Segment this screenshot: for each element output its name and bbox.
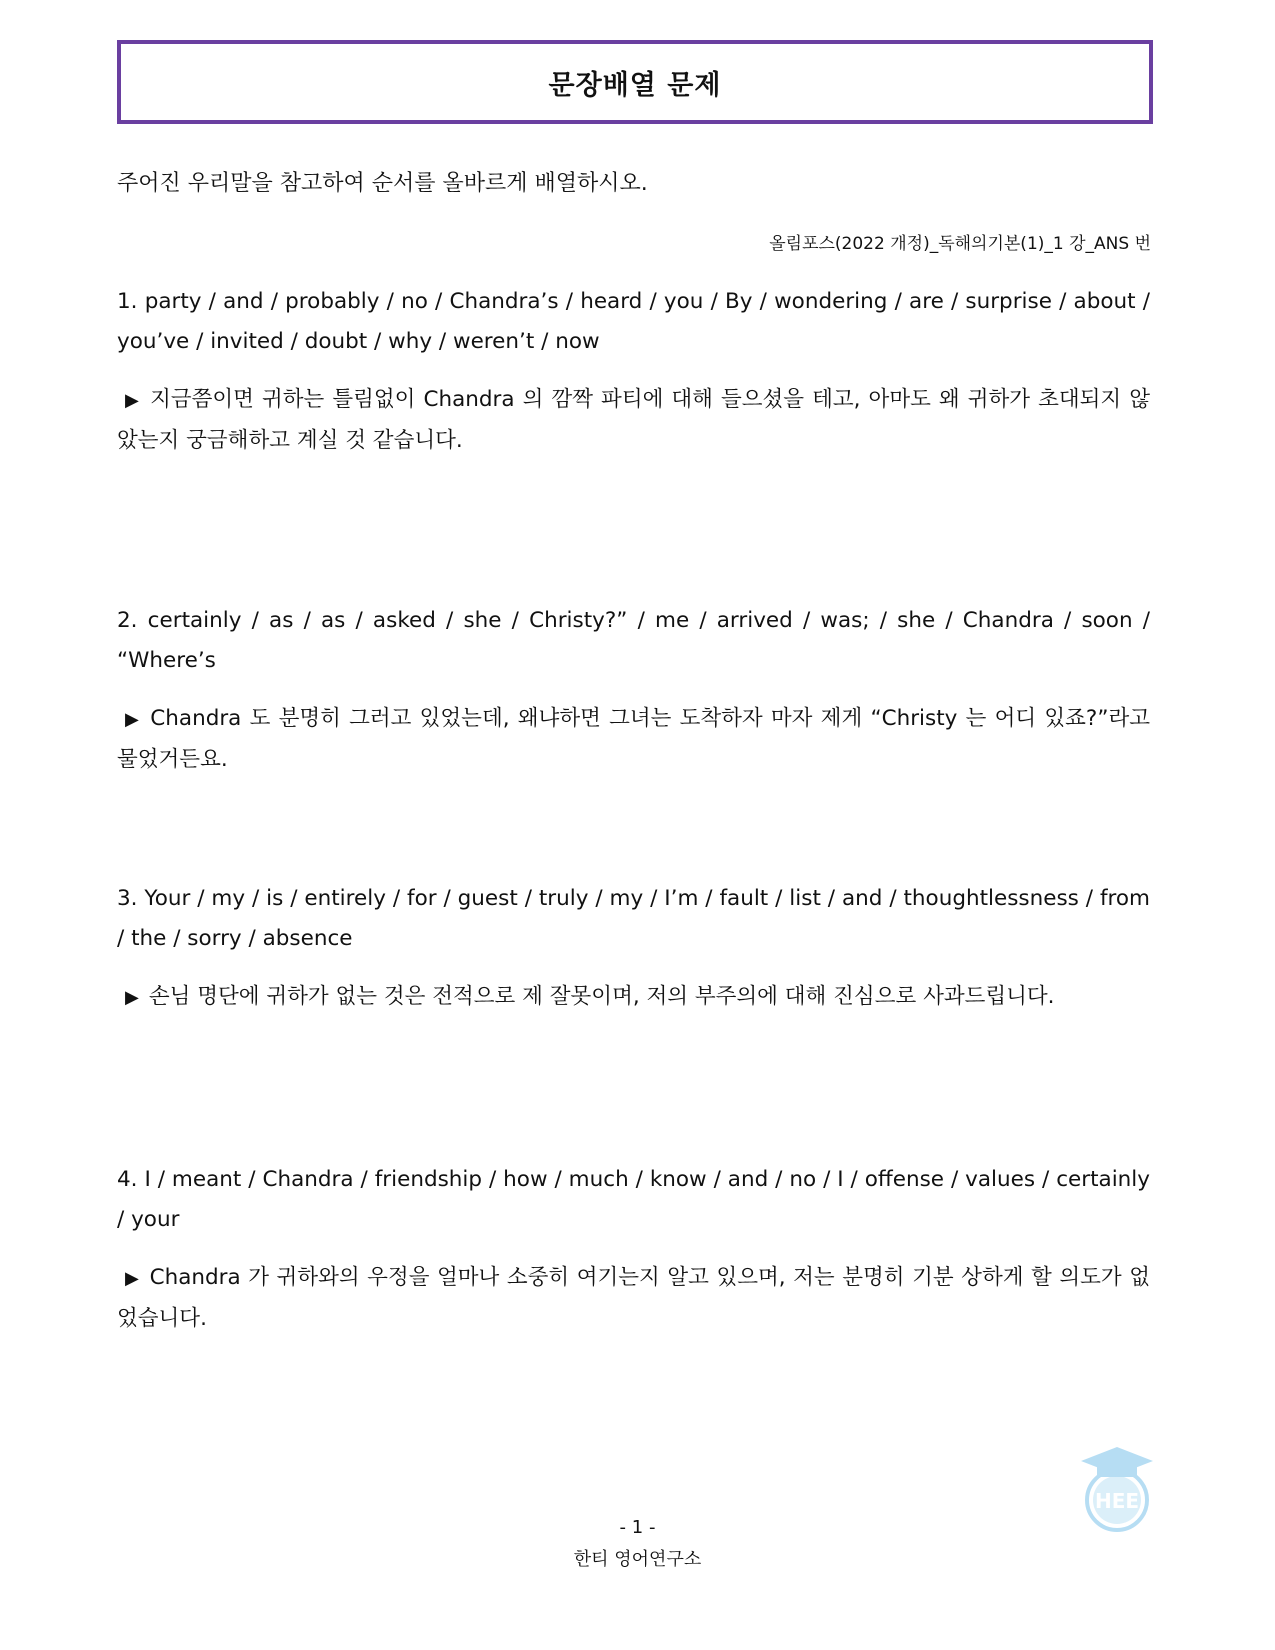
question-4-translation (117, 1258, 1150, 1339)
question-1-korean: 지금쯤이면 귀하는 틀림없이 Chandra 의 깜짝 파티에 대해 들으셨을 테고, 아마도 왜 귀하가 초대되지 않았는지 궁금해하고 계실 것 같습니다. (117, 387, 1151, 453)
footer-organization: 한티 영어연구소 (573, 1549, 702, 1570)
question-3-korean: 손님 명단에 귀하가 없는 것은 전적으로 제 잘못이며, 저의 부주의에 대해 진심으로 사과드립니다. (148, 984, 1055, 1009)
source-reference: 올림포스(2022 개정)_독해의기본(1)_1 강_ANS 번 (769, 234, 1151, 254)
question-4-words: 4. I / meant / Chandra / friendship / how / much / know / and / no / I / offense / values / certainly / your (117, 1167, 1150, 1232)
question-4-korean: Chandra 가 귀하와의 우정을 얼마나 소중히 여기는지 알고 있으며, 저는 분명히 기분 상하게 할 의도가 없었습니다. (117, 1265, 1150, 1331)
question-3-words: 3. Your / my / is / entirely / for / guest / truly / my / I’m / fault / list / and / thoughtlessness / from / the / sorry / absence (117, 886, 1150, 951)
bullet-triangle-icon: ▶ (125, 1268, 140, 1289)
question-2-translation (117, 699, 1150, 780)
bullet-triangle-icon: ▶ (125, 390, 141, 411)
question-3-translation (117, 977, 1150, 1018)
page-number: - 1 - (619, 1517, 656, 1538)
question-2 (117, 601, 1150, 780)
question-4 (117, 1160, 1150, 1339)
question-1 (117, 282, 1150, 461)
question-1-words: 1. party / and / probably / no / Chandra’s / heard / you / By / wondering / are / surprise / about / you’ve / invited / doubt / why / weren’t / now (117, 289, 1150, 354)
question-2-korean: Chandra 도 분명히 그러고 있었는데, 왜냐하면 그녀는 도착하자 마자 제게 “Christy 는 어디 있죠?”라고 물었거든요. (117, 706, 1150, 772)
bullet-triangle-icon: ▶ (125, 709, 141, 730)
question-2-words: 2. certainly / as / as / asked / she / Christy?” / me / arrived / was; / she / Chandra / soon / “Where’s (117, 608, 1150, 673)
question-1-translation (117, 380, 1150, 461)
graduation-cap-icon (1081, 1447, 1153, 1477)
title-box (117, 40, 1153, 124)
question-3 (117, 879, 1150, 1018)
instruction-text: 주어진 우리말을 참고하여 순서를 올바르게 배열하시오. (117, 171, 648, 196)
bullet-triangle-icon: ▶ (125, 987, 139, 1008)
page-title: 문장배열 문제 (548, 69, 722, 101)
logo-text: HEE (1094, 1489, 1140, 1513)
